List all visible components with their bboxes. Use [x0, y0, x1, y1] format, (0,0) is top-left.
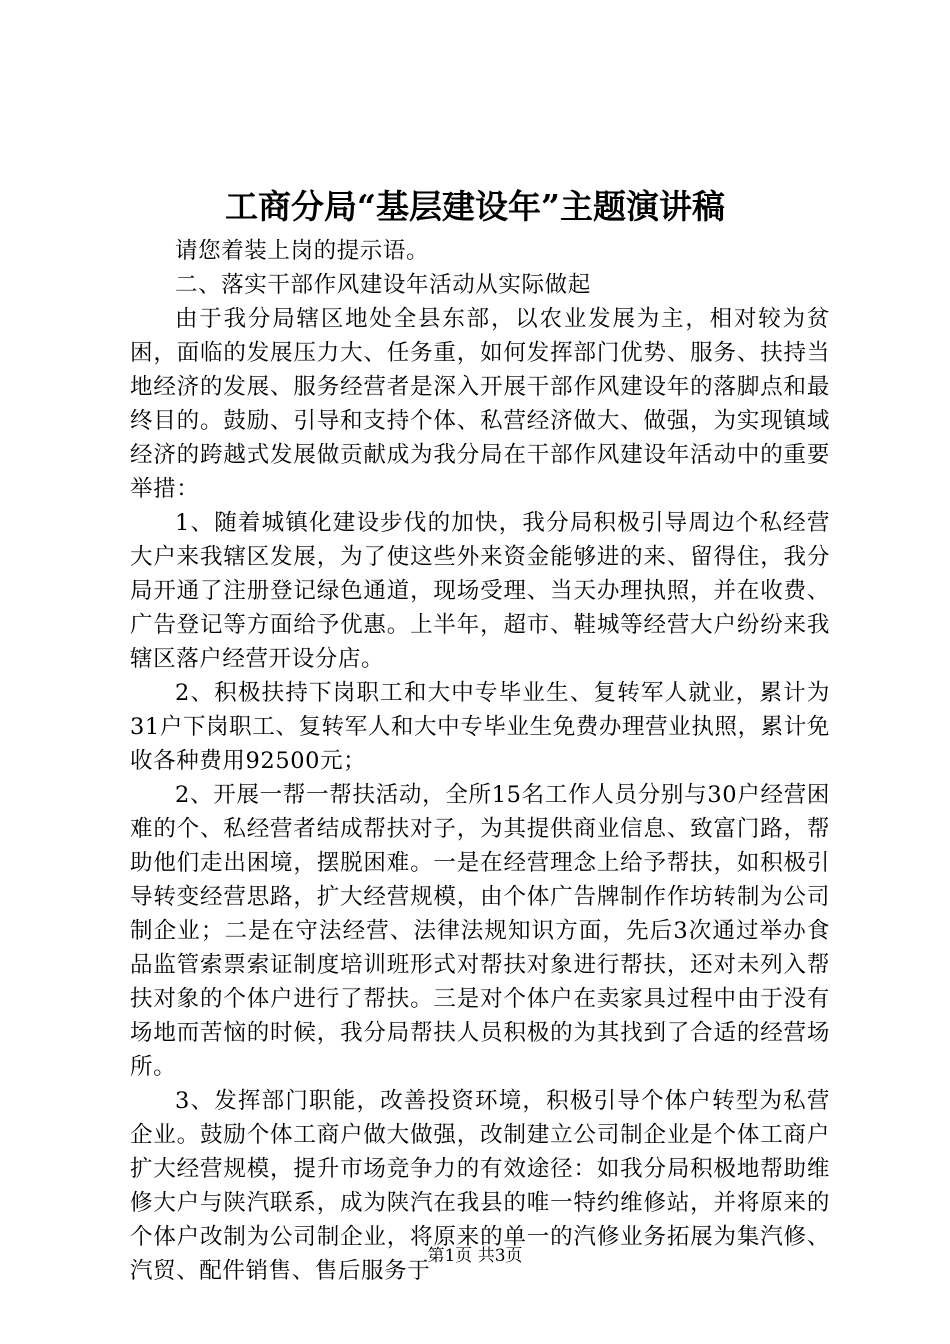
paragraph: 由于我分局辖区地处全县东部，以农业发展为主，相对较为贫困，面临的发展压力大、任务重，如何发挥部门优势、服务、扶持当地经济的发展、服务经营者是深入开展干部作风建设年的落脚点和最终目的。鼓励、引导和支持个体、私营经济做大、做强，为实现镇域经济的跨越式发展做贡献成为我分局在干部作风建设年活动中的重要举措：	[130, 306, 830, 502]
document-body	[130, 234, 830, 1288]
page-footer: 第1页 共3页	[427, 1246, 523, 1266]
paragraph: 请您着装上岗的提示语。	[175, 238, 430, 264]
paragraph: 1、随着城镇化建设步伐的加快，我分局积极引导周边个私经营大户来我辖区发展，为了使这些外来资金能够进的来、留得住，我分局开通了注册登记绿色通道，现场受理、当天办理执照，并在收费、广告登记等方面给予优惠。上半年，超市、鞋城等经营大户纷纷来我辖区落户经营开设分店。	[130, 510, 830, 672]
paragraph: 3、发挥部门职能，改善投资环境，积极引导个体户转型为私营企业。鼓励个体工商户做大做强，改制建立公司制企业是个体工商户扩大经营规模，提升市场竞争力的有效途径：如我分局积极地帮助维修大户与陕汽联系，成为陕汽在我县的唯一特约维修站，并将原来的个体户改制为公司制企业，将原来的单一的汽修业务拓展为集汽修、汽贸、配件销售、售后服务于	[130, 1088, 830, 1284]
paragraph: 二、落实干部作风建设年活动从实际做起	[175, 272, 591, 298]
document-title: 工商分局“基层建设年”主题演讲稿	[225, 187, 725, 226]
paragraph: 2、积极扶持下岗职工和大中专毕业生、复转军人就业，累计为31户下岗职工、复转军人和大中专毕业生免费办理营业执照，累计免收各种费用92500元；	[130, 680, 830, 774]
paragraph: 2、开展一帮一帮扶活动，全所15名工作人员分别与30户经营困难的个、私经营者结成帮扶对子，为其提供商业信息、致富门路，帮助他们走出困境，摆脱困难。一是在经营理念上给予帮扶，如积极引导转变经营思路，扩大经营规模，由个体广告牌制作作坊转制为公司制企业；二是在守法经营、法律法规知识方面，先后3次通过举办食品监管索票索证制度培训班形式对帮扶对象进行帮扶，还对未列入帮扶对象的个体户进行了帮扶。三是对个体户在卖家具过程中由于没有场地而苦恼的时候，我分局帮扶人员积极的为其找到了合适的经营场所。	[130, 782, 830, 1080]
